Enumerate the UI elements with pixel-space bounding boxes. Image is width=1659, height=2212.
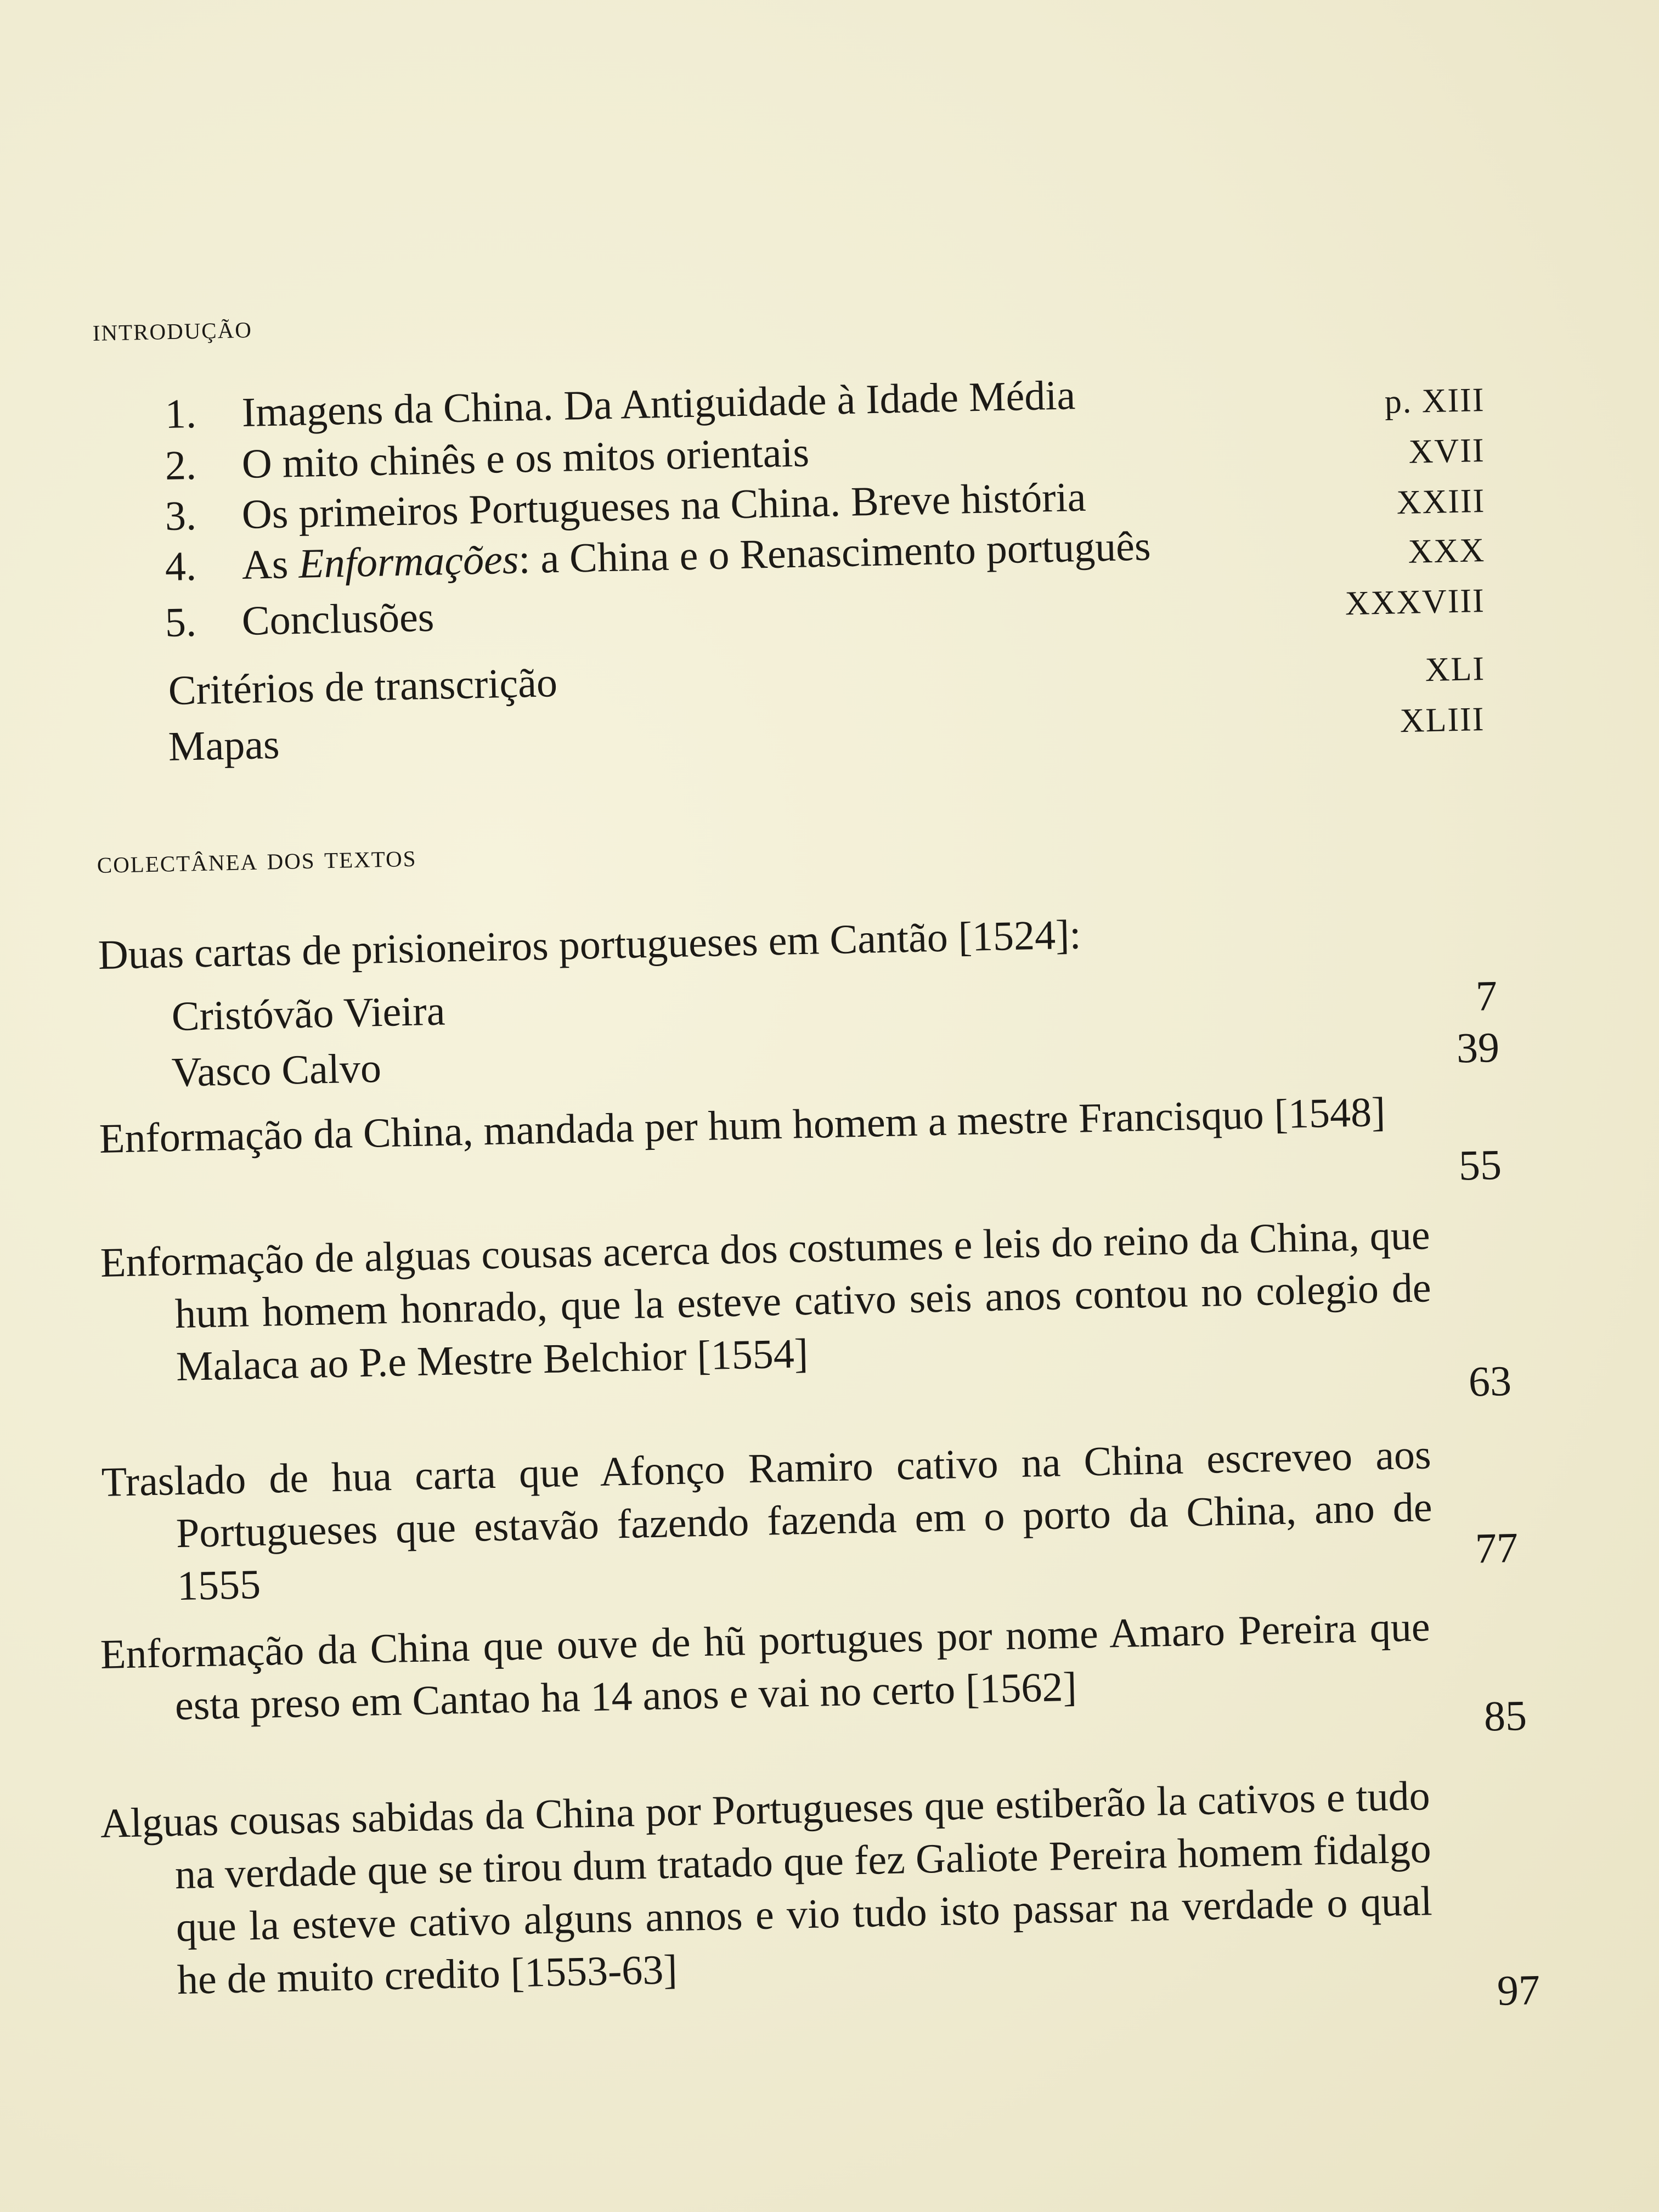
toc-item-4-page: XXX bbox=[1407, 531, 1486, 571]
toc-entry-1555[interactable]: Traslado de hua carta que Afonço Ramiro cativo na China escreveo aos Portugueses que estavão fazendo fazenda em o porto da China, ano de 1555 bbox=[101, 1431, 1433, 1610]
toc-item-2-page: XVII bbox=[1408, 431, 1486, 471]
toc-item-1-page: p. XIII bbox=[1384, 381, 1486, 421]
toc-group-item-calvo-page: 39 bbox=[1456, 1023, 1500, 1072]
toc-extra-title: Mapas bbox=[168, 721, 280, 770]
section-heading-colectanea: colectânea dos textos bbox=[97, 837, 417, 880]
toc-item-number: 3. bbox=[165, 492, 197, 539]
toc-entry-1554[interactable]: Enformação de alguas cousas acerca dos costumes e leis do reino da China, que hum homem honrado, que la esteve cativo seis anos contou no colegio de Malaca ao P.e Mestre Belchior [1554] bbox=[100, 1212, 1432, 1390]
toc-entry-1553-63[interactable]: Alguas cousas sabidas da China por Portugueses que estiberão la cativos e tudo na verdade que se tirou dum tratado que fez Galiote Pereira homem fidalgo que la esteve cativo alguns annos e vio tudo isto passar na verdade o qual he de muito credito [1553-63] bbox=[100, 1773, 1433, 2004]
toc-entry-1555-page: 77 bbox=[1475, 1523, 1519, 1572]
toc-entry-1553-63-page: 97 bbox=[1497, 1965, 1541, 2015]
toc-item-number: 1. bbox=[165, 390, 197, 437]
toc-extra-mapas-page: XLIII bbox=[1400, 700, 1486, 740]
toc-item-title: Conclusões bbox=[241, 594, 435, 645]
toc-item-number: 4. bbox=[165, 543, 197, 590]
toc-item-5[interactable] bbox=[165, 594, 435, 647]
toc-group-title: Duas cartas de prisioneiros portugueses em Cantão [1524]: bbox=[98, 911, 1082, 978]
section-heading-introducao: introdução bbox=[92, 308, 253, 348]
toc-item-title: O mito chinês e os mitos orientais bbox=[241, 429, 810, 488]
toc-extra-mapas[interactable] bbox=[168, 721, 280, 771]
toc-item-3-page: XXIII bbox=[1396, 482, 1486, 522]
toc-item-number: 5. bbox=[165, 599, 197, 646]
toc-item-number: 2. bbox=[165, 442, 197, 489]
toc-item-title-italic: Enformações bbox=[298, 536, 520, 587]
toc-group-item-calvo[interactable]: Vasco Calvo bbox=[171, 1045, 382, 1096]
toc-entry-1554-page: 63 bbox=[1468, 1356, 1512, 1406]
toc-item-5-page: XXXVIII bbox=[1345, 582, 1486, 623]
toc-extra-criterios-page: XLI bbox=[1424, 650, 1486, 689]
toc-group-item-vieira-page: 7 bbox=[1475, 971, 1498, 1020]
toc-item-title: Os primeiros Portugueses na China. Breve história bbox=[241, 473, 1087, 538]
toc-item-title-suffix: : a China e o Renascimento português bbox=[518, 523, 1152, 583]
toc-extra-criterios[interactable] bbox=[168, 659, 558, 715]
toc-item-1[interactable] bbox=[165, 371, 1076, 438]
toc-group-item-vieira[interactable]: Cristóvão Vieira bbox=[171, 988, 446, 1040]
toc-item-title: Imagens da China. Da Antiguidade à Idade Média bbox=[241, 372, 1076, 436]
toc-entry-1548[interactable]: Enformação da China, mandada per hum homem a mestre Francisquo [1548] bbox=[99, 1088, 1386, 1162]
toc-item-title-prefix: As bbox=[241, 540, 300, 589]
toc-extra-title: Critérios de transcrição bbox=[168, 659, 558, 714]
toc-entry-1562-page: 85 bbox=[1483, 1691, 1527, 1740]
toc-entry-1562[interactable]: Enformação da China que ouve de hũ portugues por nome Amaro Pereira que esta preso em Cantao ha 14 anos e vai no certo [1562] bbox=[100, 1604, 1431, 1729]
toc-entry-1548-page: 55 bbox=[1458, 1140, 1502, 1189]
